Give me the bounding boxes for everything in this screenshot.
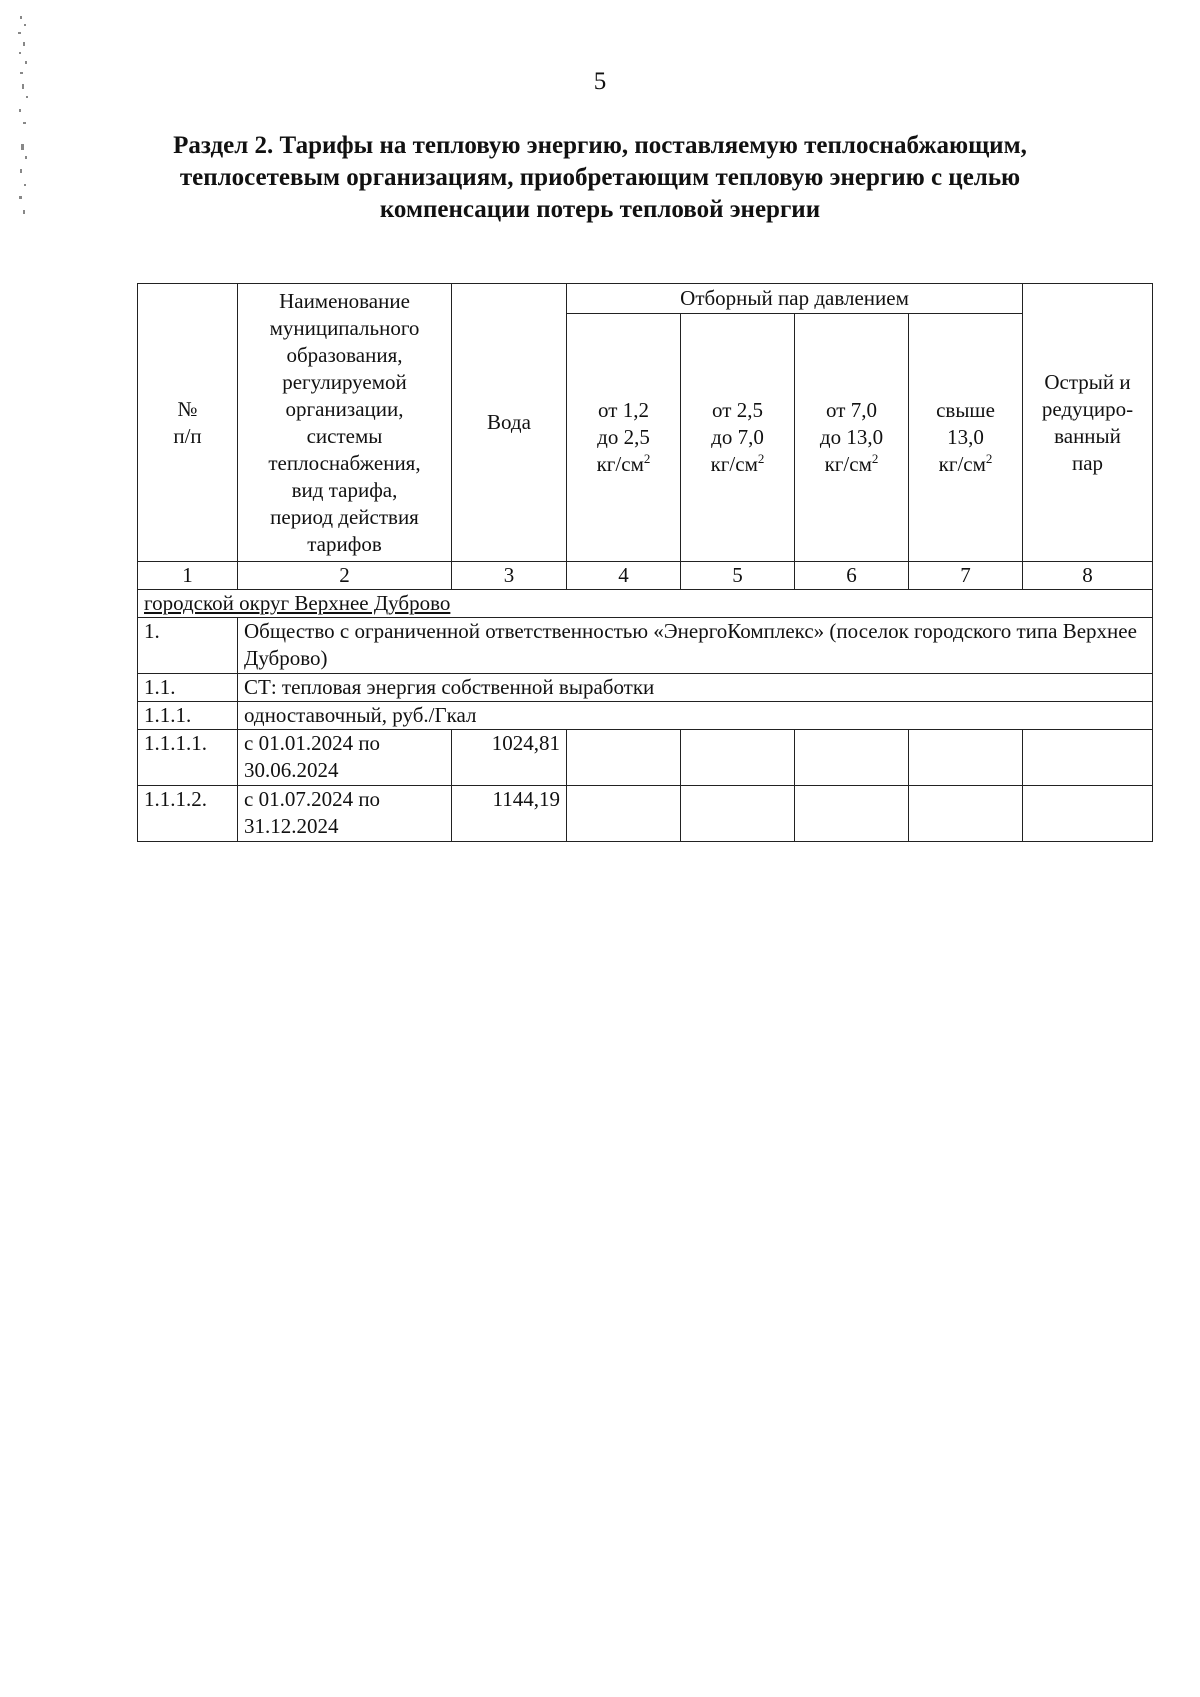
page-number: 5	[593, 68, 607, 95]
header-steam-group: Отборный пар давлением	[567, 284, 1023, 314]
empty-cell	[795, 730, 909, 786]
tariff-type: СТ: тепловая энергия собственной выработки	[238, 674, 1153, 702]
column-number: 5	[681, 562, 795, 590]
scan-margin-marks	[14, 14, 34, 224]
header-steam-4: свыше 13,0 $кг/см^2$	[909, 314, 1023, 562]
header-name: Наименование муниципального образования, регулируемой организации, системы теплоснабжения, вид тарифа, период действия тарифов	[238, 284, 452, 562]
section-title-line: теплосетевым организациям, приобретающим тепловую энергию с целью	[179, 164, 1021, 191]
row-number: 1.1.	[138, 674, 238, 702]
column-number: 3	[452, 562, 567, 590]
header-steam-1: от 1,2 до 2,5 $кг/см^2$	[567, 314, 681, 562]
section-title	[150, 130, 1050, 226]
empty-cell	[1023, 730, 1153, 786]
column-number: 2	[238, 562, 452, 590]
column-number: 4	[567, 562, 681, 590]
empty-cell	[681, 730, 795, 786]
empty-cell	[1023, 786, 1153, 842]
table-row	[138, 618, 1153, 674]
row-number: 1.	[138, 618, 238, 674]
header-water: Вода	[452, 284, 567, 562]
group-row	[138, 590, 1153, 618]
empty-cell	[909, 786, 1023, 842]
empty-cell	[795, 786, 909, 842]
period-cell: с 01.01.2024 по 30.06.2024	[238, 730, 452, 786]
section-title-line: Раздел 2. Тарифы на тепловую энергию, поставляемую теплоснабжающим,	[173, 132, 1027, 159]
column-number: 6	[795, 562, 909, 590]
empty-cell	[567, 786, 681, 842]
row-number: 1.1.1.1.	[138, 730, 238, 786]
water-tariff-cell: 1144,19	[452, 786, 567, 842]
empty-cell	[681, 786, 795, 842]
row-number: 1.1.1.2.	[138, 786, 238, 842]
header-steam-3: от 7,0 до 13,0 $кг/см^2$	[795, 314, 909, 562]
column-number: 7	[909, 562, 1023, 590]
row-number: 1.1.1.	[138, 702, 238, 730]
header-steam-2: от 2,5 до 7,0 $кг/см^2$	[681, 314, 795, 562]
table-row	[138, 674, 1153, 702]
section-title-line: компенсации потерь тепловой энергии	[379, 196, 821, 223]
table-row	[138, 702, 1153, 730]
municipality-name: городской округ Верхнее Дуброво	[138, 590, 1153, 618]
organization-name: Общество с ограниченной ответственностью «ЭнергоКомплекс» (поселок городского типа Верхнее Дуброво)	[238, 618, 1153, 674]
period-cell: с 01.07.2024 по 31.12.2024	[238, 786, 452, 842]
header-row	[138, 284, 1153, 314]
header-sharp-steam: Острый и редуциро- ванный пар	[1023, 284, 1153, 562]
column-number: 8	[1023, 562, 1153, 590]
column-numbers-row	[138, 562, 1153, 590]
tariffs-table	[137, 283, 1153, 842]
column-number: 1	[138, 562, 238, 590]
water-tariff-cell: 1024,81	[452, 730, 567, 786]
header-num: № п/п	[138, 284, 238, 562]
table-row	[138, 730, 1153, 786]
tariff-kind: одноставочный, руб./Гкал	[238, 702, 1153, 730]
empty-cell	[567, 730, 681, 786]
empty-cell	[909, 730, 1023, 786]
table-row	[138, 786, 1153, 842]
